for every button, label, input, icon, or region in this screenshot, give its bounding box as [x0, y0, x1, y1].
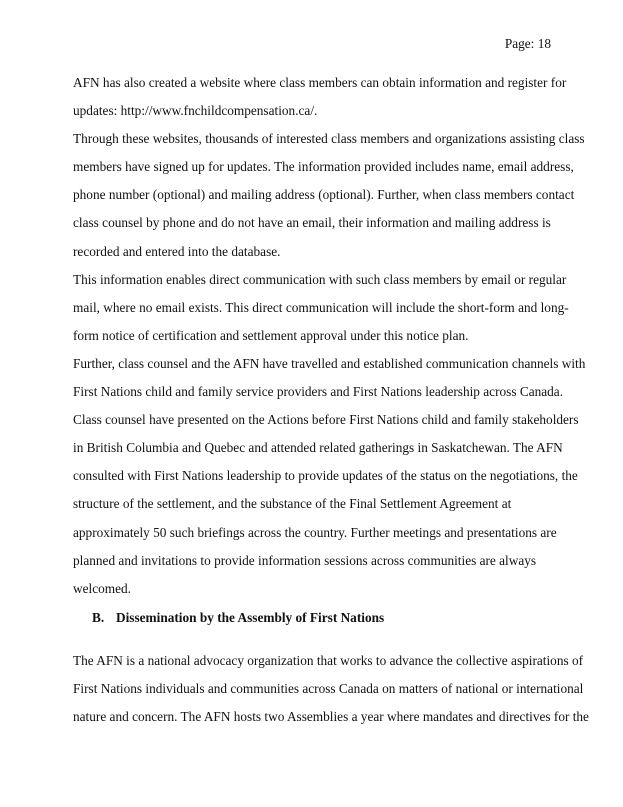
- text-line: recorded and entered into the database.: [73, 243, 281, 259]
- text-line: members have signed up for updates. The information provided includes name, email address,: [73, 159, 574, 175]
- page-number: Page: 18: [504, 36, 551, 51]
- text-line: welcomed.: [73, 580, 131, 596]
- section-heading-number: B.: [92, 609, 105, 625]
- text-line: This information enables direct communication with such class members by email or regular: [73, 271, 567, 287]
- text-line: class counsel by phone and do not have an email, their information and mailing address is: [73, 215, 551, 231]
- text-line: AFN has also created a website where class members can obtain information and register for: [73, 75, 567, 90]
- text-line: structure of the settlement, and the substance of the Final Settlement Agreement at: [73, 496, 512, 512]
- section-heading: [73, 603, 553, 647]
- text-line: updates: http://www.fnchildcompensation.ca/.: [73, 103, 318, 119]
- text-line: Through these websites, thousands of interested class members and organizations assisting class: [73, 131, 585, 147]
- text-line: in British Columbia and Quebec and attended related gatherings in Saskatchewan. The AFN: [73, 440, 563, 456]
- text-line: First Nations individuals and communities across Canada on matters of national or international: [73, 680, 584, 696]
- text-line: Class counsel have presented on the Actions before First Nations child and family stakeholders: [73, 412, 579, 428]
- text-line: consulted with First Nations leadership to provide updates of the status on the negotiations, the: [73, 468, 578, 484]
- text-line: form notice of certification and settlement approval under this notice plan.: [73, 327, 469, 343]
- text-line: planned and invitations to provide information sessions across communities are always: [73, 552, 537, 568]
- text-line: First Nations child and family service providers and First Nations leadership across Canada.: [73, 384, 564, 400]
- text-line: The AFN is a national advocacy organization that works to advance the collective aspirations of: [73, 652, 584, 668]
- text-line: phone number (optional) and mailing address (optional). Further, when class members contact: [73, 187, 575, 203]
- text-line: approximately 50 such briefings across the country. Further meetings and presentations are: [73, 524, 557, 540]
- body-text: [73, 69, 589, 731]
- text-line: Further, class counsel and the AFN have travelled and established communication channels with: [73, 355, 586, 371]
- section-heading-title: Dissemination by the Assembly of First Nations: [116, 609, 385, 625]
- text-line: nature and concern. The AFN hosts two Assemblies a year where mandates and directives for the: [73, 708, 589, 724]
- text-line: mail, where no email exists. This direct communication will include the short-form and long-: [73, 299, 569, 315]
